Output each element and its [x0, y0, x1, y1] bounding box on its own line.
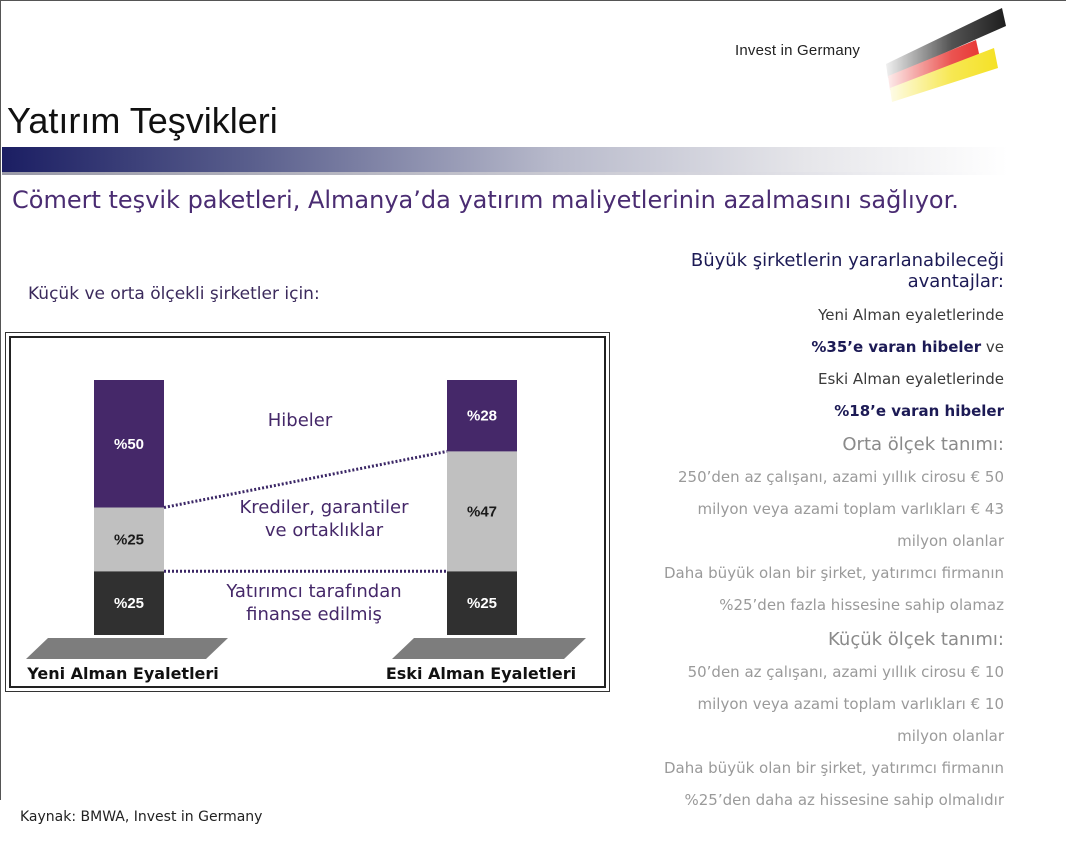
- grants-35-rest: ve: [981, 338, 1004, 356]
- value-label-new-states-grants: %50: [113, 435, 145, 453]
- series-label-loans-line1: Krediler, garantiler: [239, 497, 409, 518]
- brand-text: Invest in Germany: [735, 42, 861, 59]
- small-definition-line2: milyon veya azami toplam varlıkları € 10: [697, 695, 1004, 713]
- germany-flag-logo: [880, 4, 1010, 104]
- value-label-old-states-investor: %25: [466, 595, 498, 613]
- medium-definition-line3: milyon olanlar: [897, 532, 1004, 550]
- small-definition-line5: %25’den daha az hissesine sahip olmalıdır: [684, 791, 1004, 809]
- chart-frame: [5, 332, 610, 692]
- right-heading-line2: avantajlar:: [907, 271, 1004, 292]
- top-border: [0, 0, 1066, 1]
- value-label-new-states-investor: %25: [113, 595, 145, 613]
- stacked-bar-chart: [6, 333, 611, 693]
- small-definition-line1: 50’den az çalışanı, azami yıllık cirosu € 10: [687, 663, 1004, 681]
- right-heading-line1: Büyük şirketlerin yararlanabileceği: [690, 250, 1004, 271]
- series-label-investor-line1: Yatırımcı tarafından: [226, 581, 402, 602]
- small-definition-title: Küçük ölçek tanımı:: [828, 629, 1004, 650]
- series-label-loans-line2: ve ortaklıklar: [264, 520, 384, 541]
- medium-definition-line1: 250’den az çalışanı, azami yıllık cirosu € 50: [678, 468, 1004, 486]
- series-label-investor-line2: finanse edilmiş: [246, 604, 382, 625]
- flag-fade-overlay: [880, 4, 1010, 104]
- left-border: [0, 0, 1, 800]
- platform-old-states: [392, 638, 586, 659]
- medium-definition-line4: Daha büyük olan bir şirket, yatırımcı firmanın: [663, 564, 1004, 582]
- title-gradient-bar: [2, 147, 1008, 172]
- small-definition-line4: Daha büyük olan bir şirket, yatırımcı firmanın: [663, 759, 1004, 777]
- medium-definition-title: Orta ölçek tanımı:: [842, 434, 1004, 455]
- right-line-grants-18: %18’e varan hibeler: [834, 402, 1004, 420]
- right-line-grants-35: [811, 338, 1004, 356]
- value-label-old-states-loans: %47: [466, 503, 498, 521]
- value-label-new-states-loans: %25: [113, 531, 145, 549]
- sme-label: Küçük ve orta ölçekli şirketler için:: [28, 284, 320, 304]
- category-label-old-states: Eski Alman Eyaletleri: [385, 664, 577, 683]
- series-label-grants: Hibeler: [267, 410, 333, 431]
- right-line-new-states: Yeni Alman eyaletlerinde: [818, 306, 1004, 324]
- medium-definition-line5: %25’den fazla hissesine sahip olamaz: [719, 596, 1004, 614]
- category-label-new-states: Yeni Alman Eyaletleri: [27, 664, 219, 683]
- slide-subtitle: Cömert teşvik paketleri, Almanya’da yatırım maliyetlerinin azalmasını sağlıyor.: [12, 186, 959, 214]
- grants-35-bold: %35’e varan hibeler: [811, 338, 982, 356]
- page-title: Yatırım Teşvikleri: [7, 100, 278, 141]
- platform-new-states: [26, 638, 228, 659]
- title-bar-underline: [2, 172, 1008, 175]
- value-label-old-states-grants: %28: [466, 407, 498, 425]
- right-line-old-states: Eski Alman eyaletlerinde: [818, 370, 1004, 388]
- small-definition-line3: milyon olanlar: [897, 727, 1004, 745]
- medium-definition-line2: milyon veya azami toplam varlıkları € 43: [697, 500, 1004, 518]
- source-note: Kaynak: BMWA, Invest in Germany: [20, 809, 263, 825]
